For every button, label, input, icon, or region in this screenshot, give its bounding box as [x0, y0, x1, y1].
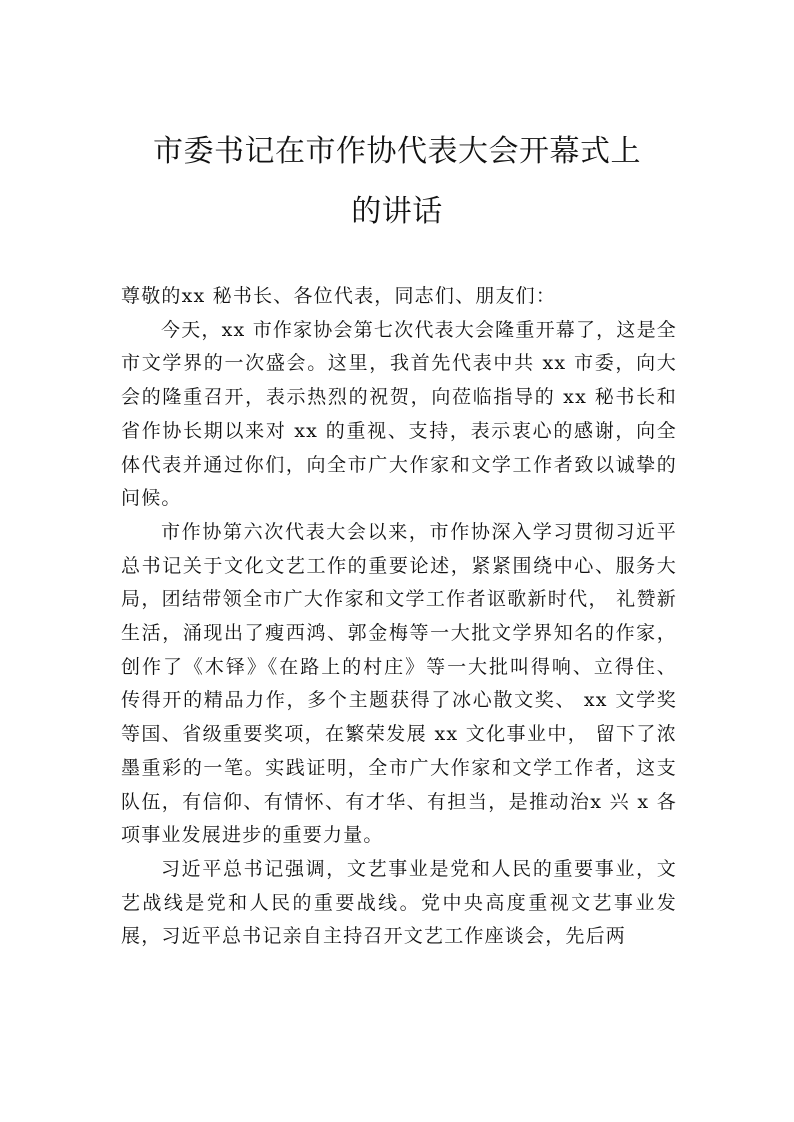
salutation: 尊敬的xx 秘书长、各位代表，同志们、朋友们：: [121, 285, 557, 307]
paragraph-2: 市作协第六次代表大会以来，市作协深入学习贯彻习近平总书记关于文化文艺工作的重要论述，紧紧围绕中心、服务大局，团结带领全市广大作家和文学工作者讴歌新时代， 礼赞新生活，涌现出了瘦西鸿、郭金梅等一大批文学界知名的作家，创作了《木铎》《在路上的村庄》等一大批叫得响、立得住、传得开的精品力作，多个主题获得了冰心散文奖、 xx 文学奖等国、省级重要奖项，在繁荣发展 xx 文化事业中， 留下了浓墨重彩的一笔。实践证明，全市广大作家和文学工作者，这支队伍，有信仰、有情怀、有才华、有担当，是推动治x 兴 x 各项事业发展进步的重要力量。: [121, 520, 677, 847]
paragraph-1: 今天，xx 市作家协会第七次代表大会隆重开幕了，这是全市文学界的一次盛会。这里，我首先代表中共 xx 市委，向大会的隆重召开，表示热烈的祝贺，向莅临指导的 xx 秘书长和省作协长期以来对 xx 的重视、支持，表示衷心的感谢，向全体代表并通过你们，向全市广大作家和文学工作者致以诚挚的问候。: [121, 318, 677, 510]
paragraph-3: 习近平总书记强调，文艺事业是党和人民的重要事业，文艺战线是党和人民的重要战线。党中央高度重视文艺事业发展，习近平总书记亲自主持召开文艺工作座谈会，先后两: [121, 857, 677, 948]
document-title-line-1: 市委书记在市作协代表大会开幕式上: [153, 134, 641, 169]
document-body: [121, 280, 677, 954]
document-title-line-2: 的讲话: [351, 194, 443, 229]
